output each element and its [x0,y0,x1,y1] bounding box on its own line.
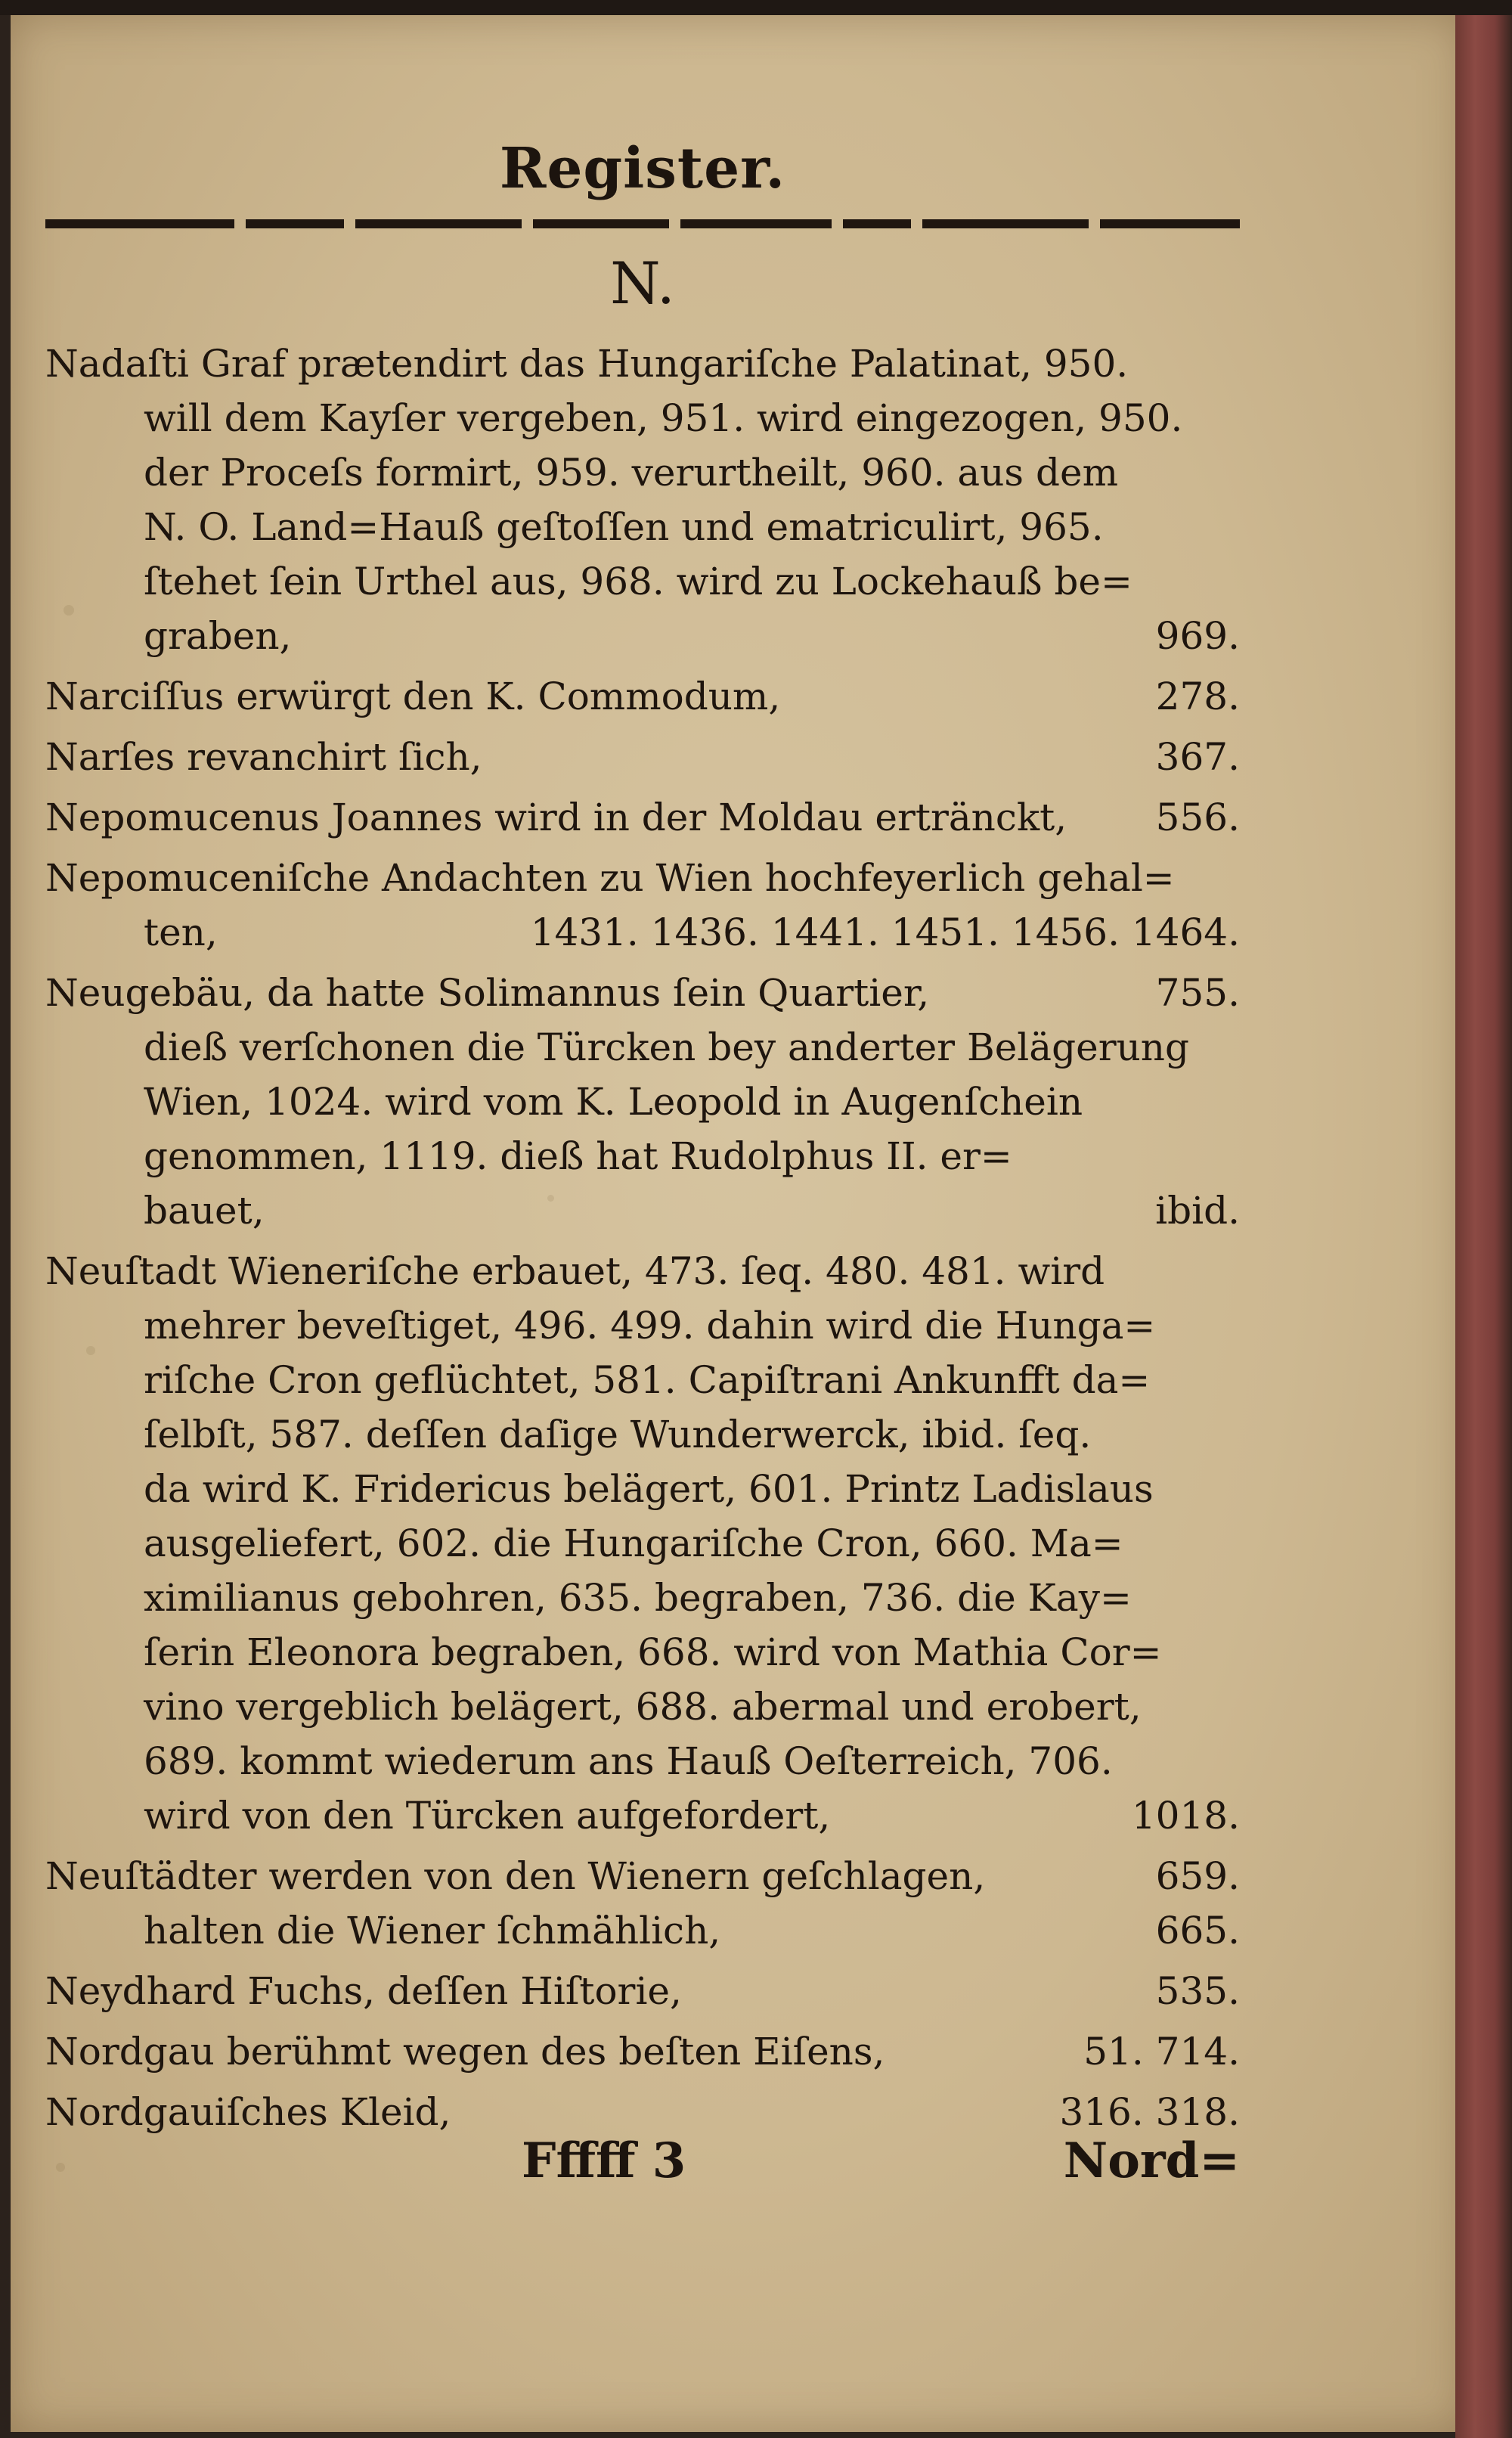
entry-continuation [45,1788,1240,1843]
entry-continuation [45,1298,1240,1353]
entry-continuation [45,554,1240,609]
page-reference: 367. [1155,735,1240,779]
entry-headline [45,1964,1240,2018]
entry-headline [45,966,1240,1020]
index-entry [45,790,1240,845]
page-reference: 1018. [1131,1794,1240,1838]
running-header [45,136,1240,201]
entry-continuation [45,1353,1240,1407]
entry-text: halten die Wiener ſchmählich, [144,1909,721,1953]
entry-headline [45,790,1240,845]
index-entry [45,2024,1240,2079]
entry-text: genommen, 1119. dieß hat Rudolphus II. er= [144,1134,1012,1178]
section-letter: N. [610,250,675,317]
entry-continuation [45,500,1240,554]
entry-text: ximilianus gebohren, 635. begraben, 736. die Kay= [144,1576,1132,1620]
entry-continuation [45,1183,1240,1238]
entry-text: Nepomuceniſche Andachten zu Wien hochfeyerlich gehal= [45,856,1175,900]
entry-continuation [45,1903,1240,1958]
index-entry [45,1964,1240,2018]
entry-text: ſerin Eleonora begraben, 668. wird von Mathia Cor= [144,1630,1162,1674]
entry-continuation [45,1734,1240,1788]
entry-text: graben, [144,614,292,658]
entry-text: will dem Kayſer vergeben, 951. wird eingezogen, 950. [144,396,1183,440]
entry-text: der Proceſs formirt, 959. verurtheilt, 960. aus dem [144,451,1118,495]
entry-text: mehrer beveſtiget, 496. 499. dahin wird die Hunga= [144,1304,1156,1348]
entry-text: Nepomucenus Joannes wird in der Moldau ertränckt, [45,796,1067,839]
index-entry [45,2085,1240,2139]
entry-text: Nordgauiſches Kleid, [45,2090,451,2134]
entry-headline [45,730,1240,784]
page-reference: 51. 714. [1083,2030,1240,2074]
entry-headline [45,1244,1240,1298]
entry-headline [45,2085,1240,2139]
entry-text: Nadaſti Graf prætendirt das Hungariſche Palatinat, 950. [45,342,1129,386]
entry-continuation [45,1462,1240,1516]
index-entry [45,669,1240,724]
page-title: Register. [499,136,786,201]
catchword: Nord= [1063,2132,1240,2189]
entry-text: riſche Cron geflüchtet, 581. Capiſtrani Ankunfft da= [144,1358,1151,1402]
entry-text: vino vergeblich belägert, 688. abermal und erobert, [144,1685,1142,1729]
entry-text: Neydhard Fuchs, deſſen Hiſtorie, [45,1969,682,2013]
page-reference: ibid. [1155,1189,1240,1233]
index-entry [45,966,1240,1238]
entry-text: ſelbſt, 587. deſſen daſige Wunderwerck, ibid. ſeq. [144,1413,1092,1456]
entry-text: da wird K. Fridericus belägert, 601. Printz Ladislaus [144,1467,1154,1511]
entry-continuation [45,1516,1240,1571]
page-reference: 659. [1155,1854,1240,1898]
page-reference: 755. [1155,971,1240,1015]
page-reference: 665. [1155,1909,1240,1953]
page-reference: 278. [1155,675,1240,718]
entry-continuation [45,1129,1240,1183]
entry-continuation [45,609,1240,663]
entry-text: ten, [144,910,218,954]
page-edge [1455,15,1512,2438]
entry-headline [45,2024,1240,2079]
index-entry [45,851,1240,960]
entry-text: Nordgau berühmt wegen des beſten Eiſens, [45,2030,885,2074]
page-footer [45,2132,1240,2201]
page-reference: 535. [1155,1969,1240,2013]
entry-text: Neugebäu, da hatte Solimannus ſein Quartier, [45,971,930,1015]
entry-text: Neuſtadt Wieneriſche erbauet, 473. ſeq. 480. 481. wird [45,1249,1105,1293]
entry-continuation [45,391,1240,445]
entry-text: wird von den Türcken aufgefordert, [144,1794,831,1838]
index-entry [45,1244,1240,1843]
entry-text: ausgeliefert, 602. die Hungariſche Cron, 660. Ma= [144,1521,1123,1565]
entry-text: Narſes revanchirt ſich, [45,735,482,779]
entry-text: dieß verſchonen die Türcken bey anderter Belägerung [144,1025,1190,1069]
entry-continuation [45,1680,1240,1734]
entry-headline [45,851,1240,905]
page-reference: 556. [1155,796,1240,839]
entry-headline [45,1849,1240,1903]
header-rule [45,219,1240,228]
index-entry [45,730,1240,784]
index-entry [45,337,1240,663]
entry-headline [45,337,1240,391]
entry-text: Wien, 1024. wird vom K. Leopold in Augenſchein [144,1080,1083,1124]
entry-continuation [45,1075,1240,1129]
entry-text: 689. kommt wiederum ans Hauß Oeſterreich, 706. [144,1739,1113,1783]
page-reference: 969. [1155,614,1240,658]
entry-text: N. O. Land=Hauß geſtoſſen und ematriculirt, 965. [144,505,1104,549]
entry-continuation [45,1407,1240,1462]
entry-continuation [45,445,1240,500]
entry-text: Narciſſus erwürgt den K. Commodum, [45,675,781,718]
page-reference: 316. 318. [1059,2090,1240,2134]
entry-text: Neuſtädter werden von den Wienern geſchlagen, [45,1854,986,1898]
index-entry [45,1849,1240,1958]
entry-text: ſtehet ſein Urthel aus, 968. wird zu Lockehauß be= [144,560,1132,603]
top-shadow [0,0,1512,15]
entry-continuation [45,1020,1240,1075]
entry-continuation [45,1625,1240,1680]
entry-continuation [45,1571,1240,1625]
signature-mark: Fffff 3 [522,2132,686,2189]
entry-text: bauet, [144,1189,265,1233]
entry-continuation [45,905,1240,960]
entry-headline [45,669,1240,724]
page-reference: 1431. 1436. 1441. 1451. 1456. 1464. [530,910,1240,954]
index-entries [45,337,1240,2145]
